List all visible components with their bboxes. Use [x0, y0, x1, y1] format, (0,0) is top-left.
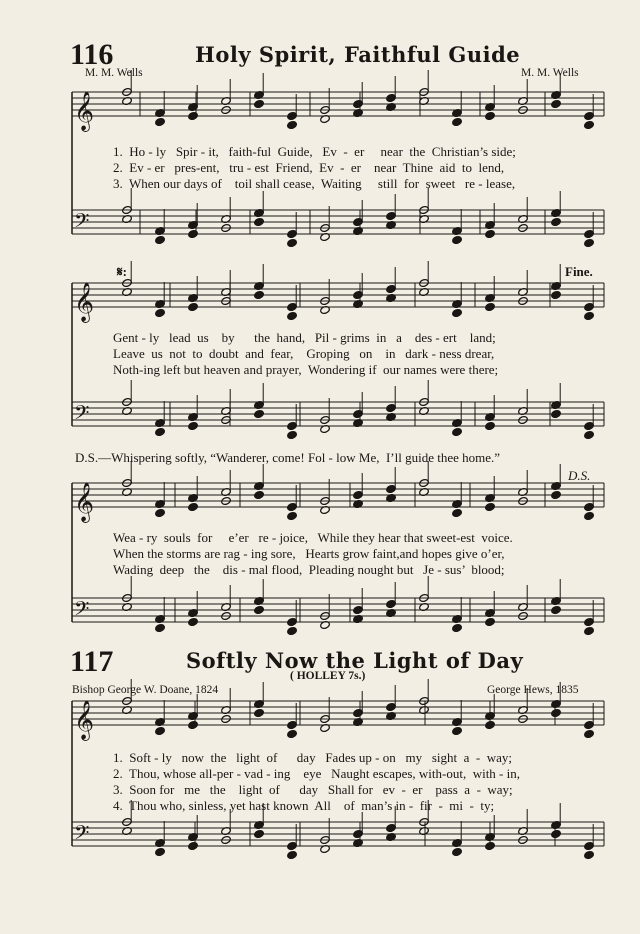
note-head [188, 841, 199, 850]
ds-refrain-line: D.S.—Whispering softly, “Wanderer, come! Fol - low Me, I’ll guide thee home.” [75, 450, 501, 465]
note-head [551, 605, 562, 614]
note-head [485, 229, 496, 238]
note-head [584, 311, 595, 320]
note-head [485, 302, 496, 311]
note-head [254, 217, 265, 226]
note-head [452, 623, 463, 632]
note-head [254, 829, 265, 838]
note-head [452, 847, 463, 856]
tune-name: ( HOLLEY 7s.) [290, 670, 366, 682]
treble-clef-icon: 𝄞 [74, 482, 95, 522]
segno-mark: 𝄋: [117, 264, 127, 279]
lyric-verse-1: 1. Ho - ly Spir - it, faith-ful Guide, Ev - er near the Christian’s side; [113, 144, 516, 159]
note-head [551, 99, 562, 108]
note-head [584, 238, 595, 247]
note-head [584, 430, 595, 439]
bass-clef-icon: 𝄢 [74, 821, 90, 849]
lyric-verse-4: 4. Thou who, sinless, yet hast known All of man’s in - fir - mi - ty; [113, 798, 495, 813]
note-head [584, 511, 595, 520]
note-head [485, 421, 496, 430]
treble-clef-icon: 𝄞 [74, 700, 95, 740]
hymn-title: Holy Spirit, Faithful Guide [195, 42, 521, 67]
music-credit: M. M. Wells [521, 67, 579, 79]
lyric-verse-1: Wea - ry souls for e’er re - joice, While they hear that sweet-est voice. [113, 530, 513, 545]
hymn-title: Softly Now the Light of Day [186, 648, 524, 673]
treble-clef-icon: 𝄞 [74, 91, 95, 131]
note-head [188, 720, 199, 729]
note-head [254, 409, 265, 418]
note-head [485, 720, 496, 729]
note-head [551, 490, 562, 499]
note-head [188, 421, 199, 430]
note-head [485, 502, 496, 511]
note-head [584, 729, 595, 738]
note-head [551, 409, 562, 418]
note-head [452, 308, 463, 317]
note-head [584, 850, 595, 859]
note-head [155, 726, 166, 735]
note-head [452, 726, 463, 735]
note-head [551, 217, 562, 226]
note-head [287, 850, 298, 859]
note-head [287, 430, 298, 439]
note-head [485, 617, 496, 626]
words-credit: M. M. Wells [85, 67, 143, 79]
note-head [452, 117, 463, 126]
lyric-verse-2: Leave us not to doubt and fear, Groping on in dark - ness drear, [113, 346, 495, 361]
note-head [155, 117, 166, 126]
note-head [155, 847, 166, 856]
lyric-verse-3: 3. When our days of toil shall cease, Waiting still for sweet re - lease, [113, 176, 516, 191]
note-head [254, 490, 265, 499]
note-head [551, 290, 562, 299]
note-head [155, 508, 166, 517]
note-head [188, 302, 199, 311]
note-head [485, 841, 496, 850]
lyric-verse-2: 2. Ev - er pres-ent, tru - est Friend, Ev - er near Thine aid to lend, [113, 160, 505, 175]
note-head [287, 729, 298, 738]
lyric-verse-3: 3. Soon for me the light of day Shall for ev - er pass a - way; [113, 782, 513, 797]
bass-clef-icon: 𝄢 [74, 401, 90, 429]
note-head [287, 626, 298, 635]
note-head [287, 311, 298, 320]
note-head [452, 235, 463, 244]
note-head [254, 708, 265, 717]
note-head [551, 829, 562, 838]
note-head [551, 708, 562, 717]
note-head [287, 238, 298, 247]
note-head [287, 511, 298, 520]
hymn-number: 117 [70, 645, 114, 678]
lyric-verse-2: When the storms are rag - ing sore, Hearts grow faint,and hopes give o’er, [113, 546, 505, 561]
lyric-verse-2: 2. Thou, whose all-per - vad - ing eye Naught escapes, with-out, with - in, [113, 766, 520, 781]
note-head [254, 605, 265, 614]
note-head [584, 120, 595, 129]
note-head [188, 617, 199, 626]
note-head [188, 111, 199, 120]
note-head [254, 290, 265, 299]
bass-clef-icon: 𝄢 [74, 209, 90, 237]
fine-mark: Fine. [565, 264, 593, 279]
bass-clef-icon: 𝄢 [74, 597, 90, 625]
note-head [287, 120, 298, 129]
lyric-verse-3: Noth-ing left but heaven and prayer, Wondering if our names were there; [113, 362, 499, 377]
treble-clef-icon: 𝄞 [74, 282, 95, 322]
hymn-number: 116 [70, 38, 114, 71]
note-head [155, 308, 166, 317]
note-head [452, 508, 463, 517]
lyric-verse-1: Gent - ly lead us by the hand, Pil - grims in a des - ert land; [113, 330, 496, 345]
note-head [584, 626, 595, 635]
note-head [188, 502, 199, 511]
note-head [254, 99, 265, 108]
lyric-verse-1: 1. Soft - ly now the light of day Fades up - on my sight a - way; [113, 750, 512, 765]
ds-mark: D.S. [568, 468, 591, 483]
note-head [188, 229, 199, 238]
lyric-verse-3: Wading deep the dis - mal flood, Pleading nought but Je - sus’ blood; [113, 562, 505, 577]
note-head [155, 623, 166, 632]
note-head [155, 235, 166, 244]
words-credit: Bishop George W. Doane, 1824 [72, 684, 219, 696]
note-head [155, 427, 166, 436]
note-head [485, 111, 496, 120]
note-head [452, 427, 463, 436]
music-credit: George Hews, 1835 [487, 684, 579, 696]
